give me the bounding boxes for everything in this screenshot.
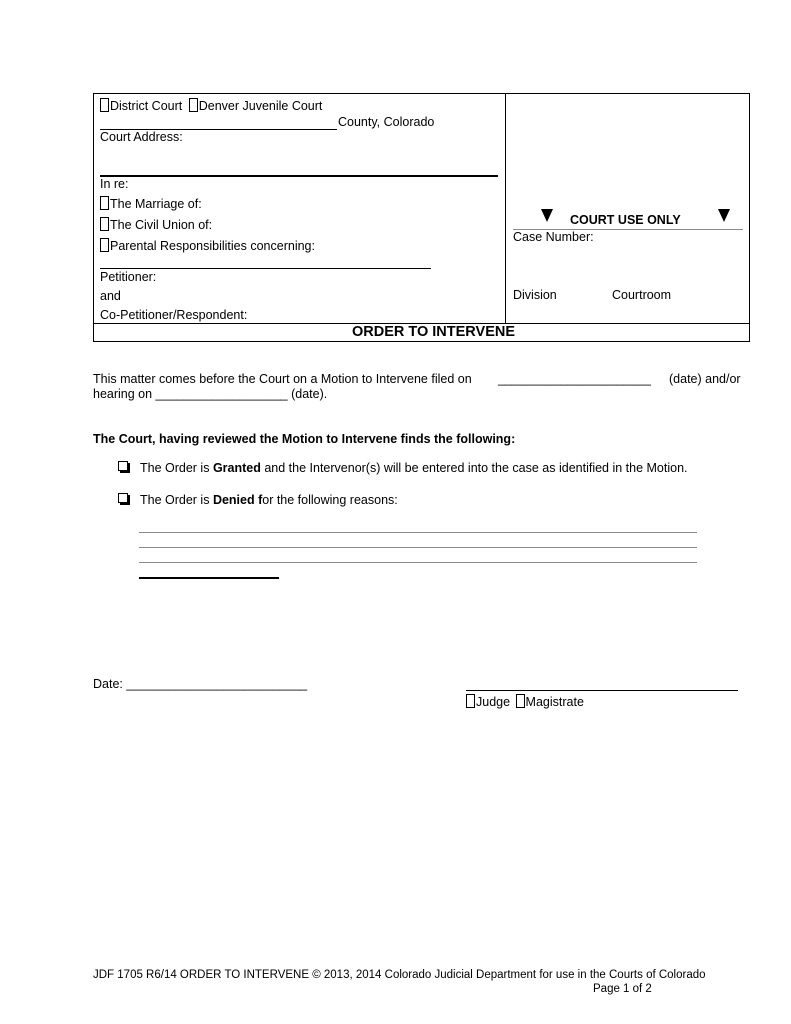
court-address-line[interactable] xyxy=(100,175,498,177)
civil-union-label: The Civil Union of: xyxy=(110,218,213,232)
parental-responsibilities-label: Parental Responsibilities concerning: xyxy=(110,239,315,253)
reason-line-2[interactable] xyxy=(139,547,697,548)
court-address-label: Court Address: xyxy=(100,130,183,144)
reason-line-4[interactable] xyxy=(139,577,279,579)
case-number-label: Case Number: xyxy=(513,230,594,244)
denied-checkbox[interactable] xyxy=(118,493,128,503)
marriage-checkbox[interactable] xyxy=(100,196,109,210)
down-triangle-icon xyxy=(718,209,730,222)
judge-checkbox[interactable] xyxy=(466,694,475,708)
co-petitioner-label: Co-Petitioner/Respondent: xyxy=(100,308,248,322)
denver-juvenile-court-checkbox[interactable] xyxy=(189,98,198,112)
denied-suffix: or the following reasons: xyxy=(262,493,398,507)
caption-divider-vertical xyxy=(505,93,506,324)
finding-heading: The Court, having reviewed the Motion to Intervene finds the following: xyxy=(93,432,516,446)
denver-juvenile-court-label: Denver Juvenile Court xyxy=(198,99,323,113)
denied-prefix: The Order is xyxy=(140,493,213,507)
footer-form-info: JDF 1705 R6/14 ORDER TO INTERVENE © 2013, 2014 Colorado Judicial Department for use in the Courts of Colorado xyxy=(93,969,706,981)
judge-label: Judge xyxy=(476,695,511,709)
court-selection xyxy=(100,98,322,113)
granted-suffix: and the Intervenor(s) will be entered into the case as identified in the Motion. xyxy=(260,461,688,475)
granted-prefix: The Order is xyxy=(140,461,213,475)
civil-union-option xyxy=(100,217,212,232)
date-field[interactable]: Date: __________________________ xyxy=(93,677,308,691)
granted-bold: Granted xyxy=(212,461,261,475)
parental-responsibilities-option xyxy=(100,238,315,253)
denied-option-text xyxy=(140,493,398,507)
reason-line-1[interactable] xyxy=(139,532,697,533)
intro-line-1-left: This matter comes before the Court on a Motion to Intervene filed on xyxy=(93,372,472,386)
down-triangle-icon xyxy=(541,209,553,222)
form-title: ORDER TO INTERVENE xyxy=(351,324,516,340)
granted-checkbox[interactable] xyxy=(118,461,128,471)
denied-bold: Denied f xyxy=(212,493,263,507)
footer-page-number: Page 1 of 2 xyxy=(593,983,652,995)
courtroom-label: Courtroom xyxy=(612,288,672,302)
marriage-option xyxy=(100,196,202,211)
reason-line-3[interactable] xyxy=(139,562,697,563)
party-name-line[interactable] xyxy=(100,268,431,269)
intro-line-1-right: (date) and/or xyxy=(669,372,741,386)
and-label: and xyxy=(100,289,121,303)
district-court-checkbox[interactable] xyxy=(100,98,109,112)
court-use-only-label: COURT USE ONLY xyxy=(570,213,681,227)
marriage-label: The Marriage of: xyxy=(110,197,202,211)
county-label: County, Colorado xyxy=(338,115,435,129)
signer-selection xyxy=(466,694,584,709)
motion-filed-date-blank[interactable]: ______________________ xyxy=(498,372,651,386)
intro-line-2: hearing on ___________________ (date). xyxy=(93,387,328,401)
division-label: Division xyxy=(513,288,557,302)
granted-option-text xyxy=(140,461,688,475)
parental-responsibilities-checkbox[interactable] xyxy=(100,238,109,252)
in-re-label: In re: xyxy=(100,177,129,191)
signature-line[interactable] xyxy=(466,690,738,691)
civil-union-checkbox[interactable] xyxy=(100,217,109,231)
magistrate-checkbox[interactable] xyxy=(516,694,525,708)
magistrate-label: Magistrate xyxy=(525,695,584,709)
district-court-label: District Court xyxy=(110,99,183,113)
petitioner-label: Petitioner: xyxy=(100,270,157,284)
